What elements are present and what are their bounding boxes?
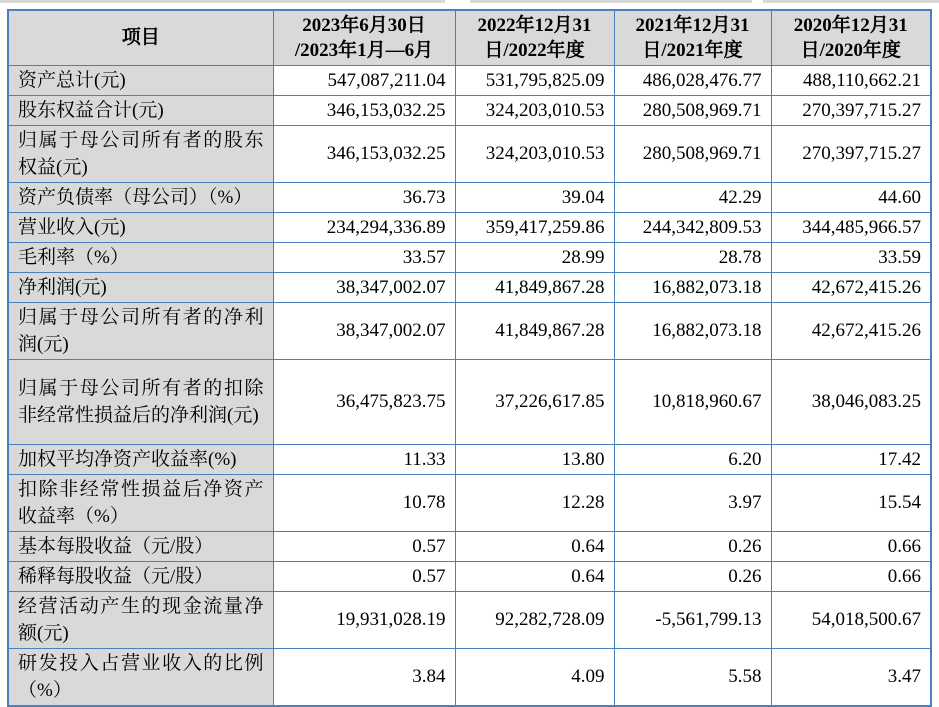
cell-value: 270,397,715.27 [771, 95, 931, 125]
cell-value: 3.84 [273, 648, 455, 706]
cell-value: 5.58 [614, 648, 771, 706]
header-period-line1: 2022年12月31 [477, 14, 592, 36]
cell-value: 37,226,617.85 [455, 359, 614, 444]
table-row-operating-cash-flow [8, 591, 931, 648]
table-row-weighted-roe [8, 444, 931, 474]
cell-value: 92,282,728.09 [455, 591, 614, 648]
cell-value: 36,475,823.75 [273, 359, 455, 444]
cell-value: 346,153,032.25 [273, 95, 455, 125]
row-label: 归属于母公司所有者的扣除非经常性损益后的净利润(元) [8, 359, 273, 444]
cell-value: 38,347,002.07 [273, 302, 455, 359]
cell-value: 11.33 [273, 444, 455, 474]
cell-value: 6.20 [614, 444, 771, 474]
cell-value: 12.28 [455, 474, 614, 531]
header-period-line1: 2021年12月31 [635, 14, 750, 36]
cell-value: 42,672,415.26 [771, 272, 931, 302]
cell-value: 324,203,010.53 [455, 95, 614, 125]
row-label: 加权平均净资产收益率(%) [8, 444, 273, 474]
cell-value: 16,882,073.18 [614, 302, 771, 359]
top-edge-remnant [0, 0, 939, 3]
table-row-roe-deducted [8, 474, 931, 531]
cell-value: 38,046,083.25 [771, 359, 931, 444]
cell-value: -5,561,799.13 [614, 591, 771, 648]
top-edge-gap [752, 0, 763, 3]
cell-value: 0.57 [273, 561, 455, 591]
cell-value: 0.57 [273, 531, 455, 561]
row-label: 资产负债率（母公司）（%） [8, 182, 273, 212]
row-label: 研发投入占营业收入的比例（%） [8, 648, 273, 706]
row-label: 稀释每股收益（元/股） [8, 561, 273, 591]
cell-value: 42,672,415.26 [771, 302, 931, 359]
table-header-row [8, 10, 931, 65]
table-row-total-equity [8, 95, 931, 125]
cell-value: 280,508,969.71 [614, 95, 771, 125]
cell-value: 0.64 [455, 531, 614, 561]
cell-value: 0.26 [614, 531, 771, 561]
cell-value: 13.80 [455, 444, 614, 474]
cell-value: 42.29 [614, 182, 771, 212]
cell-value: 359,417,259.86 [455, 212, 614, 242]
header-period-line2: /2023年1月—6月 [294, 39, 434, 61]
header-period-line2: 日/2020年度 [800, 39, 901, 61]
cell-value: 10,818,960.67 [614, 359, 771, 444]
cell-value: 270,397,715.27 [771, 125, 931, 182]
cell-value: 244,342,809.53 [614, 212, 771, 242]
cell-value: 19,931,028.19 [273, 591, 455, 648]
header-period-line1: 2023年6月30日 [302, 14, 426, 36]
table-row-net-profit [8, 272, 931, 302]
header-period-2020 [771, 10, 931, 65]
header-period-2021 [614, 10, 771, 65]
row-label: 净利润(元) [8, 272, 273, 302]
cell-value: 486,028,476.77 [614, 65, 771, 95]
header-period-line2: 日/2022年度 [484, 39, 585, 61]
table-row-revenue [8, 212, 931, 242]
header-period-line1: 2020年12月31 [793, 14, 908, 36]
financial-summary-table [7, 9, 932, 707]
cell-value: 346,153,032.25 [273, 125, 455, 182]
header-item-column: 项目 [8, 10, 273, 65]
table-row-total-assets [8, 65, 931, 95]
row-label: 归属于母公司所有者的净利润(元) [8, 302, 273, 359]
table-row-rd-ratio [8, 648, 931, 706]
cell-value: 33.57 [273, 242, 455, 272]
row-label: 营业收入(元) [8, 212, 273, 242]
table-row-diluted-eps [8, 561, 931, 591]
cell-value: 488,110,662.21 [771, 65, 931, 95]
cell-value: 28.99 [455, 242, 614, 272]
cell-value: 44.60 [771, 182, 931, 212]
cell-value: 234,294,336.89 [273, 212, 455, 242]
table-row-net-profit-parent [8, 302, 931, 359]
cell-value: 16,882,073.18 [614, 272, 771, 302]
table-row-equity-parent [8, 125, 931, 182]
cell-value: 41,849,867.28 [455, 272, 614, 302]
cell-value: 3.47 [771, 648, 931, 706]
header-period-line2: 日/2021年度 [642, 39, 743, 61]
cell-value: 3.97 [614, 474, 771, 531]
cell-value: 0.66 [771, 531, 931, 561]
top-edge-gap [445, 0, 470, 3]
row-label: 经营活动产生的现金流量净额(元) [8, 591, 273, 648]
cell-value: 0.66 [771, 561, 931, 591]
cell-value: 531,795,825.09 [455, 65, 614, 95]
cell-value: 0.26 [614, 561, 771, 591]
header-period-2023 [273, 10, 455, 65]
cell-value: 10.78 [273, 474, 455, 531]
cell-value: 0.64 [455, 561, 614, 591]
cell-value: 33.59 [771, 242, 931, 272]
table-row-basic-eps [8, 531, 931, 561]
table-row-gross-margin [8, 242, 931, 272]
header-period-2022 [455, 10, 614, 65]
top-edge-segment [470, 0, 752, 3]
cell-value: 39.04 [455, 182, 614, 212]
cell-value: 280,508,969.71 [614, 125, 771, 182]
row-label: 毛利率（%） [8, 242, 273, 272]
cell-value: 36.73 [273, 182, 455, 212]
cell-value: 41,849,867.28 [455, 302, 614, 359]
row-label: 扣除非经常性损益后净资产收益率（%） [8, 474, 273, 531]
table-row-net-profit-deducted [8, 359, 931, 444]
row-label: 基本每股收益（元/股） [8, 531, 273, 561]
row-label: 股东权益合计(元) [8, 95, 273, 125]
cell-value: 344,485,966.57 [771, 212, 931, 242]
row-label: 归属于母公司所有者的股东权益(元) [8, 125, 273, 182]
top-edge-segment [763, 0, 939, 3]
table-row-debt-ratio [8, 182, 931, 212]
cell-value: 54,018,500.67 [771, 591, 931, 648]
cell-value: 17.42 [771, 444, 931, 474]
top-edge-segment [0, 0, 445, 3]
cell-value: 324,203,010.53 [455, 125, 614, 182]
cell-value: 4.09 [455, 648, 614, 706]
cell-value: 38,347,002.07 [273, 272, 455, 302]
cell-value: 28.78 [614, 242, 771, 272]
row-label: 资产总计(元) [8, 65, 273, 95]
cell-value: 15.54 [771, 474, 931, 531]
cell-value: 547,087,211.04 [273, 65, 455, 95]
